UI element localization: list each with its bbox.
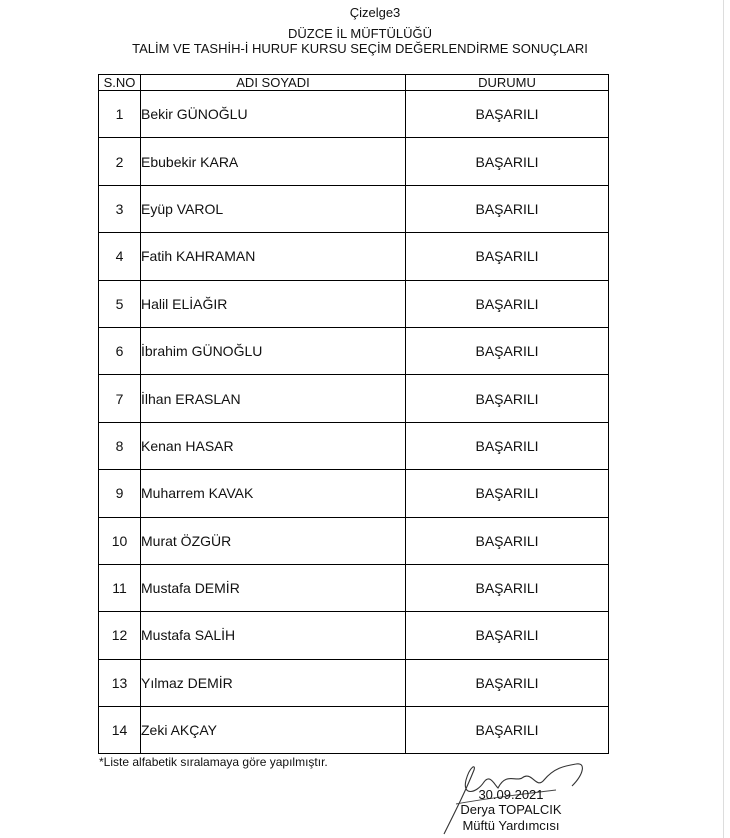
- table-row: [99, 564, 609, 611]
- footnote: *Liste alfabetik sıralamaya göre yapılmıştır.: [99, 755, 328, 769]
- row-name: Mustafa SALİH: [141, 612, 406, 659]
- row-status: BAŞARILI: [406, 707, 609, 754]
- row-sno: 5: [99, 280, 141, 327]
- scan-edge-line: [723, 0, 724, 838]
- row-status: BAŞARILI: [406, 185, 609, 232]
- row-sno: 12: [99, 612, 141, 659]
- table-row: [99, 233, 609, 280]
- organization-name: DÜZCE İL MÜFTÜLÜĞÜ: [288, 26, 432, 41]
- table-row: [99, 375, 609, 422]
- row-status: BAŞARILI: [406, 564, 609, 611]
- table-row: [99, 138, 609, 185]
- row-status: BAŞARILI: [406, 280, 609, 327]
- row-sno: 2: [99, 138, 141, 185]
- table-row: [99, 185, 609, 232]
- signatory-title: Müftü Yardımcısı: [462, 818, 560, 833]
- table-header-row: [99, 75, 609, 91]
- column-header-name: ADI SOYADI: [141, 75, 406, 91]
- row-name: Mustafa DEMİR: [141, 564, 406, 611]
- row-sno: 3: [99, 185, 141, 232]
- row-name: Bekir GÜNOĞLU: [141, 91, 406, 138]
- row-name: Zeki AKÇAY: [141, 707, 406, 754]
- row-sno: 11: [99, 564, 141, 611]
- table-row: [99, 659, 609, 706]
- row-status: BAŞARILI: [406, 91, 609, 138]
- row-status: BAŞARILI: [406, 138, 609, 185]
- row-name: İlhan ERASLAN: [141, 375, 406, 422]
- column-header-status: DURUMU: [406, 75, 609, 91]
- row-sno: 10: [99, 517, 141, 564]
- row-status: BAŞARILI: [406, 470, 609, 517]
- row-name: Halil ELİAĞIR: [141, 280, 406, 327]
- signature-date: 30.09.2021: [478, 787, 544, 802]
- row-status: BAŞARILI: [406, 327, 609, 374]
- row-name: Murat ÖZGÜR: [141, 517, 406, 564]
- sheet-label: Çizelge3: [349, 5, 401, 20]
- signature-block: [436, 760, 596, 838]
- row-sno: 1: [99, 91, 141, 138]
- signatory-name: Derya TOPALCIK: [460, 802, 562, 817]
- table-row: [99, 517, 609, 564]
- row-name: Kenan HASAR: [141, 422, 406, 469]
- row-sno: 4: [99, 233, 141, 280]
- row-sno: 9: [99, 470, 141, 517]
- row-name: Ebubekir KARA: [141, 138, 406, 185]
- row-status: BAŞARILI: [406, 233, 609, 280]
- table-row: [99, 422, 609, 469]
- table-row: [99, 612, 609, 659]
- row-sno: 7: [99, 375, 141, 422]
- results-table: [98, 74, 609, 754]
- row-sno: 14: [99, 707, 141, 754]
- table-row: [99, 707, 609, 754]
- row-status: BAŞARILI: [406, 659, 609, 706]
- row-status: BAŞARILI: [406, 517, 609, 564]
- table-row: [99, 280, 609, 327]
- row-name: Fatih KAHRAMAN: [141, 233, 406, 280]
- row-sno: 8: [99, 422, 141, 469]
- row-sno: 6: [99, 327, 141, 374]
- table-row: [99, 470, 609, 517]
- row-name: Eyüp VAROL: [141, 185, 406, 232]
- column-header-sno: S.NO: [99, 75, 141, 91]
- row-name: İbrahim GÜNOĞLU: [141, 327, 406, 374]
- row-name: Yılmaz DEMİR: [141, 659, 406, 706]
- row-status: BAŞARILI: [406, 422, 609, 469]
- table-row: [99, 91, 609, 138]
- row-status: BAŞARILI: [406, 612, 609, 659]
- table-row: [99, 327, 609, 374]
- row-sno: 13: [99, 659, 141, 706]
- row-name: Muharrem KAVAK: [141, 470, 406, 517]
- document-title: TALİM VE TASHİH-İ HURUF KURSU SEÇİM DEĞERLENDİRME SONUÇLARI: [132, 41, 588, 56]
- row-status: BAŞARILI: [406, 375, 609, 422]
